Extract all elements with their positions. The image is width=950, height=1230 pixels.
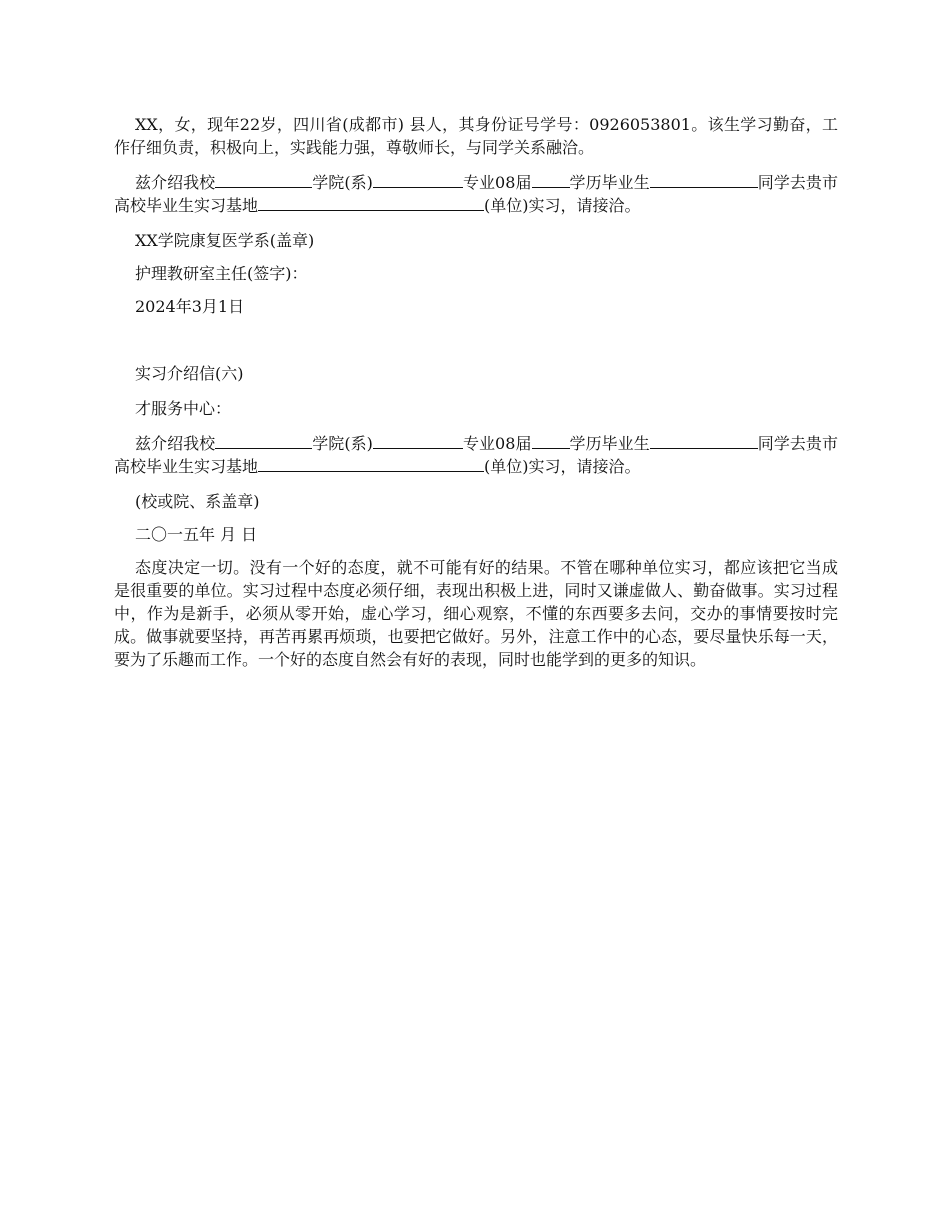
blank-line-department [373, 173, 463, 188]
referral-text: 专业08届 [462, 173, 532, 192]
letter-date: 2024年3月1日 [135, 297, 245, 316]
blank-line-degree [532, 173, 570, 188]
referral-text: 兹介绍我校 [135, 173, 216, 192]
blank-line-department [373, 434, 463, 449]
blank-line-degree [532, 434, 570, 449]
referral-text: 学院(系) [312, 434, 373, 453]
director-signature-line: 护理教研室主任(签字)： [135, 264, 308, 283]
blank-line-unit [258, 196, 484, 211]
referral-paragraph-2 [114, 432, 838, 478]
letter-date: 二〇一五年 月 日 [135, 525, 258, 544]
referral-text: 同学去贵市高校毕业生实习基地 [114, 173, 838, 215]
department-seal-line: XX学院康复医学系(盖章) [135, 231, 315, 250]
letter-title: 实习介绍信(六) [135, 364, 244, 383]
student-intro-paragraph: XX，女，现年22岁，四川省(成都市) 县人，其身份证号学号：0926053801。该生学习勤奋，工作仔细负责，积极向上，实践能力强，尊敬师长，与同学关系融洽。 [114, 115, 838, 157]
blank-line-unit [258, 457, 484, 472]
referral-text: 学历毕业生 [569, 434, 650, 453]
referral-text: 同学去贵市高校毕业生实习基地 [114, 434, 838, 476]
referral-text: 学历毕业生 [569, 173, 650, 192]
referral-text: 学院(系) [312, 173, 373, 192]
recipient-line: 才服务中心： [135, 399, 232, 418]
blank-line-student-name [650, 434, 758, 449]
referral-text: (单位)实习，请接洽。 [484, 457, 641, 476]
blank-line-school [215, 434, 312, 449]
blank-line-student-name [650, 173, 758, 188]
referral-paragraph-1 [114, 171, 838, 217]
referral-text: 兹介绍我校 [135, 434, 216, 453]
document-body [114, 113, 838, 683]
blank-line-school [215, 173, 312, 188]
school-seal-line: (校或院、系盖章) [135, 492, 260, 511]
referral-text: 专业08届 [462, 434, 532, 453]
closing-paragraph: 态度决定一切。没有一个好的态度，就不可能有好的结果。不管在哪种单位实习，都应该把它当成是很重要的单位。实习过程中态度必须仔细，表现出积极上进，同时又谦虚做人、勤奋做事。实习过程中，作为是新手，必须从零开始，虚心学习，细心观察，不懂的东西要多去问，交办的事情要按时完成。做事就要坚持，再苦再累再烦琐，也要把它做好。另外，注意工作中的心态，要尽量快乐每一天，要为了乐趣而工作。一个好的态度自然会有好的表现，同时也能学到的更多的知识。 [114, 558, 838, 669]
referral-text: (单位)实习，请接洽。 [484, 196, 641, 215]
